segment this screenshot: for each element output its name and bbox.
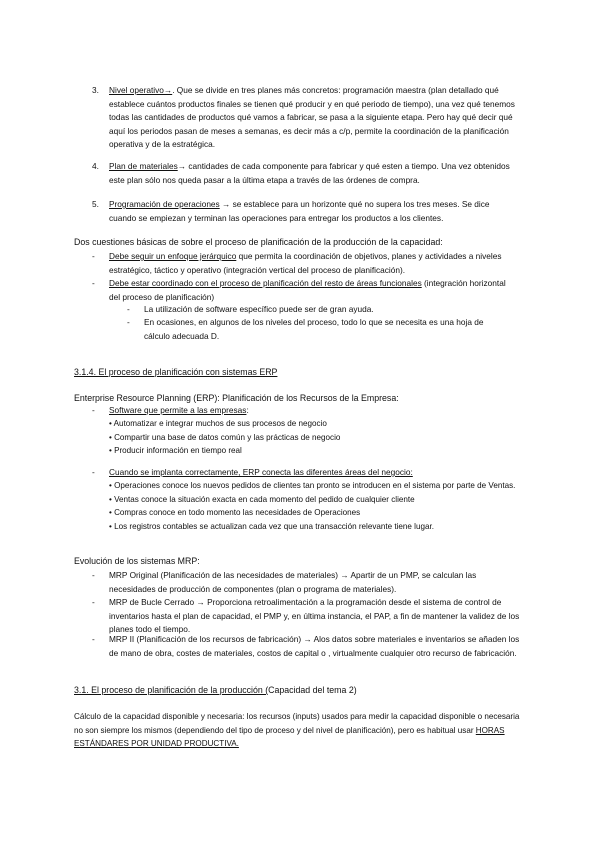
dash-marker: - (92, 467, 95, 477)
issue-text: que permita la coordinación de objetivos, planes y actividades a niveles estratégico, táctico y operativo (integración vertical del proceso de planificación). (109, 251, 502, 275)
item-title: Programación de operaciones (109, 199, 220, 209)
list-item: • Operaciones conoce los nuevos pedidos de clientes tan pronto se introducen en el sistema por parte de Ventas. (109, 481, 516, 490)
dash-marker: - (92, 405, 95, 415)
issue-underlined: Debe estar coordinado con el proceso de planificación del resto de áreas funcionales (109, 278, 422, 288)
group-title: Software que permite a las empresas (109, 405, 247, 415)
dash-marker: - (92, 597, 95, 607)
heading-rest: Capacidad del tema 2) (268, 685, 357, 695)
list-item: • Compras conoce en todo momento las necesidades de Operaciones (109, 508, 361, 517)
erp-group-2-list (109, 479, 521, 533)
capacity-body-underlined: HORAS ESTÁNDARES POR UNIDAD PRODUCTIVA. (74, 725, 505, 748)
capacity-paragraph (74, 710, 524, 751)
dash-marker: - (127, 304, 130, 314)
item-number: 3. (92, 85, 99, 95)
mrp-item-text: MRP II (Planificación de los recursos de fabricación) → Alos datos sobre materiales e inventarios se añaden los de mano de obra, costes de materiales, costos de capital o , virtualmente cualquier otro recurso de fabricación. (109, 634, 520, 658)
item-text: → se establece para un horizonte qué no supera los tres meses. Se dice cuando se empiezan y terminan las operaciones para entregar los productos a los clientes. (109, 199, 490, 223)
capacity-body: Cálculo de la capacidad disponible y necesaria: los recursos (inputs) usados para medir la capacidad disponible o necesaria no son siempre los mismos (dependiendo del tipo de proceso y del nivel de planificación), pero es habitual usar (74, 712, 520, 735)
section-heading-capacity (74, 684, 357, 696)
dash-marker: - (127, 317, 130, 327)
issue-underlined: Debe seguir un enfoque jerárquico (109, 251, 237, 261)
list-item: • Producir información en tiempo real (109, 446, 242, 455)
dash-marker: - (92, 570, 95, 580)
group-title-suffix: : (246, 405, 249, 415)
item-number: 4. (92, 161, 99, 171)
mrp-item-text: MRP de Bucle Cerrado → Proporciona retroalimentación a la programación desde el sistema de control de inventarios hasta el plan de capacidad, el PMP y, en última instancia, el PAP, a fin de mantener la validez de los planes todo el tiempo. (109, 597, 520, 634)
dash-marker: - (92, 251, 95, 261)
intro-paragraph: Dos cuestiones básicas de sobre el proceso de planificación de la producción de la capacidad: (74, 237, 443, 247)
mrp-item-text: MRP Original (Planificación de las necesidades de materiales) → Apartir de un PMP, se calculan las necesidades de producción de componentes (plan o programa de materiales). (109, 570, 477, 594)
item-title: Plan de materiales (109, 161, 178, 171)
group-title: Cuando se implanta correctamente, ERP conecta las diferentes áreas del negocio: (109, 467, 413, 477)
dash-marker: - (92, 634, 95, 644)
heading-underlined: 3.1. El proceso de planificación de la producción ( (74, 685, 269, 695)
list-item: • Automatizar e integrar muchos de sus procesos de negocio (109, 419, 327, 428)
item-text: → cantidades de cada componente para fabricar y qué esten a tiempo. Una vez obtenidos este plan sólo nos queda pasar a la última etapa a través de las órdenes de compra. (109, 161, 510, 185)
sub-issue-text: En ocasiones, en algunos de los niveles del proceso, todo lo que se necesita es una hoja de cálculo adecuada D. (144, 317, 484, 341)
sub-issue-text: La utilización de software específico puede ser de gran ayuda. (144, 304, 374, 314)
list-item: • Los registros contables se actualizan cada vez que una transacción relevante tiene lugar. (109, 521, 434, 531)
item-text: . Que se divide en tres planes más concretos: programación maestra (plan detallado qué establece cuántos productos finales se tienen qué producir y en qué periodo de tiempo), una vez qué tenemos todas las cantidades de productos qué vamos a fabricar, se pasa a la siguiente etapa. Pero hay qué decir qué aquí los periodos pasan de meses a semanas, es decir más a c/p, permite la coordinación de la planificación operativa y de la estratégica. (109, 85, 515, 149)
issue-text: (integración horizontal del proceso de planificación) (109, 278, 506, 302)
dash-marker: - (92, 278, 95, 288)
list-item: • Ventas conoce la situación exacta en cada momento del pedido de cualquier cliente (109, 494, 415, 504)
erp-definition: Enterprise Resource Planning (ERP): Planificación de los Recursos de la Empresa: (74, 393, 399, 403)
list-item: • Compartir una base de datos común y las prácticas de negocio (109, 432, 341, 442)
section-heading-mrp: Evolución de los sistemas MRP: (74, 556, 200, 566)
erp-group-1-list (109, 417, 340, 458)
item-title: Nivel operativo→ (109, 85, 173, 95)
item-number: 5. (92, 199, 99, 209)
section-heading-erp: 3.1.4. El proceso de planificación con sistemas ERP (74, 367, 278, 377)
